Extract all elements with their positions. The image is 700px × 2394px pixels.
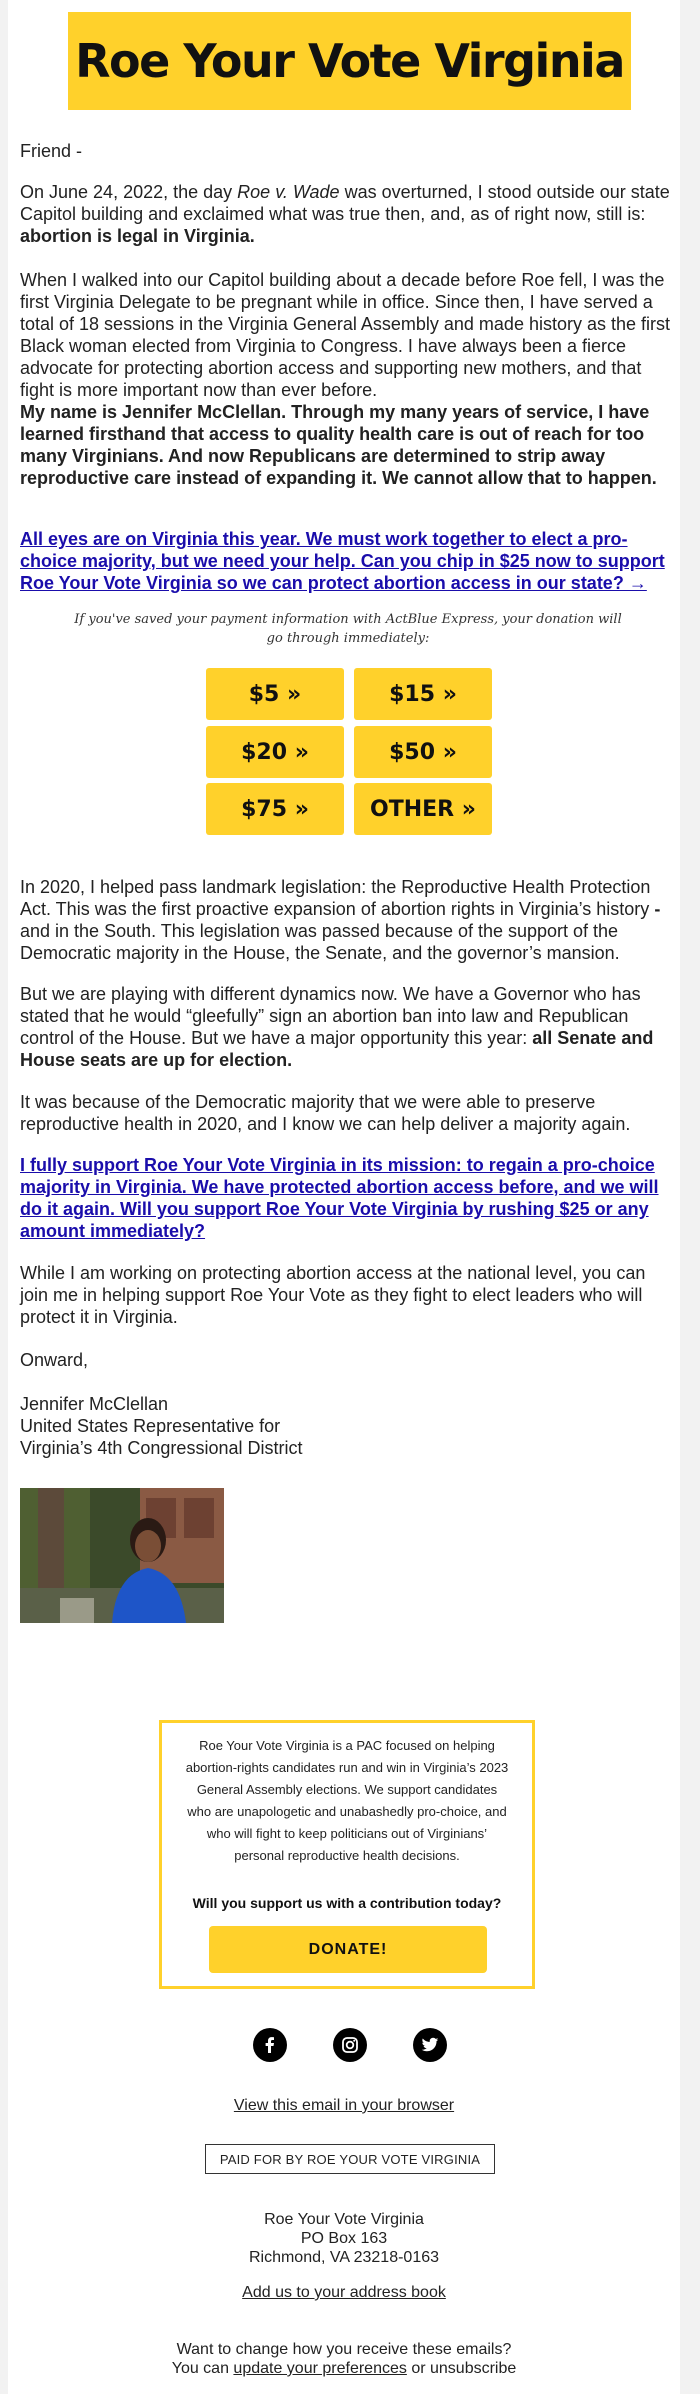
donate-button[interactable]: DONATE!	[209, 1926, 487, 1973]
paragraph-introduction: My name is Jennifer McClellan. Through my many years of service, I have learned firsthand that access to quality health care is out of reach for too many Virginians. And now Republicans are determined to strip away reproductive care instead of expanding it. We cannot allow that to happen.	[20, 402, 657, 488]
paragraph-dynamics	[20, 983, 676, 1071]
p4-dash: -	[654, 899, 661, 919]
paragraph-majority: It was because of the Democratic majority that we were able to preserve reproductive health in 2020, and I know we can help deliver a majority again.	[20, 1092, 631, 1134]
instagram-glyph	[341, 2036, 359, 2054]
address-city: Richmond, VA 23218-0163	[248, 2249, 440, 2266]
twitter-icon[interactable]	[413, 2028, 447, 2062]
twitter-glyph	[421, 2036, 439, 2054]
chip-in-link[interactable]: All eyes are on Virginia this year. We must work together to elect a pro-choice majority, but we need your help. Can you chip in $25 now to support Roe Your Vote Virginia so we can protect abortion access in our state? →	[20, 529, 665, 593]
email-body	[8, 0, 680, 2394]
signature-name: Jennifer McClellan	[20, 1394, 169, 1414]
signoff: Onward,	[20, 1350, 89, 1370]
paragraph-legislation	[20, 876, 676, 964]
paragraph-national: While I am working on protecting abortion access at the national level, you can join me in helping support Roe Your Vote as they fight to elect leaders who will protect it in Virginia.	[20, 1263, 646, 1327]
header-title: Roe Your Vote Virginia	[75, 34, 624, 88]
address-po: PO Box 163	[300, 2230, 388, 2247]
update-preferences-link[interactable]: update your preferences	[233, 2360, 407, 2377]
paragraph-link-support	[20, 1154, 676, 1242]
support-link[interactable]: I fully support Roe Your Vote Virginia in its mission: to regain a pro-choice majority in Virginia. We have protected abortion access before, and we will do it again. Will you support Roe Your Vote Virginia by rushing $25 or any amount immediately?	[20, 1155, 659, 1241]
p4-text-b: and in the South. This legislation was passed because of the support of the Democratic majority in the House, the Senate, and the governor’s mansion.	[20, 921, 620, 963]
change-preferences-question: Want to change how you receive these emails?	[176, 2341, 512, 2358]
pac-description: Roe Your Vote Virginia is a PAC focused on helping abortion-rights candidates run and win in Virginia’s 2023 General Assembly elections. We support candidates who are unapologetic and unabashedly pro-choice, and who will fight to keep politicians out of Virginians’ personal reproductive health decisions.	[185, 1738, 509, 1863]
paragraph-capitol: When I walked into our Capitol building about a decade before Roe fell, I was the first Virginia Delegate to be pregnant while in office. Since then, I have served a total of 18 sessions in the Virginia General Assembly and made history as the first Black woman elected from Virginia to Congress. I have always been a fierce advocate for protecting abortion access and supporting new mothers, and that fight is more important now than ever before.	[20, 270, 671, 400]
paragraph-roe-overturned	[20, 181, 676, 247]
donate-15-button[interactable]: $15 »	[354, 668, 492, 720]
donate-5-button[interactable]: $5 »	[206, 668, 344, 720]
view-in-browser-line	[8, 2096, 680, 2115]
p4-text-a: In 2020, I helped pass landmark legislation: the Reproductive Health Protection Act. This was the first proactive expansion of abortion rights in Virginia’s history	[20, 877, 655, 919]
p1-text-b: was overturned, I stood outside our state Capitol building and exclaimed what was true then, and, as of right now, still is:	[20, 182, 670, 224]
instagram-icon[interactable]	[333, 2028, 367, 2062]
greeting: Friend -	[20, 141, 83, 161]
header-banner	[68, 12, 631, 110]
paragraph-link-chip-in	[20, 528, 676, 594]
facebook-glyph	[261, 2036, 279, 2054]
donate-50-button[interactable]: $50 »	[354, 726, 492, 778]
donate-20-button[interactable]: $20 »	[206, 726, 344, 778]
donate-other-button[interactable]: OTHER »	[354, 783, 492, 835]
address-book-link[interactable]: Add us to your address book	[242, 2284, 446, 2301]
signature-title-2: Virginia’s 4th Congressional District	[20, 1438, 303, 1458]
author-photo-illustration	[20, 1488, 224, 1623]
address-book-line	[8, 2283, 680, 2302]
signature-title-1: United States Representative for	[20, 1416, 281, 1436]
author-photo	[20, 1488, 224, 1623]
paid-for-disclaimer: PAID FOR BY ROE YOUR VOTE VIRGINIA	[205, 2144, 495, 2174]
donate-75-button[interactable]: $75 »	[206, 783, 344, 835]
you-can-text: You can	[171, 2360, 234, 2377]
footer-pac-box	[159, 1720, 535, 1989]
p5-bold: all Senate and House seats are up for election.	[20, 1028, 654, 1070]
address-name: Roe Your Vote Virginia	[264, 2211, 424, 2228]
p1-text-a: On June 24, 2022, the day	[20, 182, 238, 202]
view-in-browser-link[interactable]: View this email in your browser	[233, 2097, 455, 2114]
unsubscribe-text[interactable]: or unsubscribe	[406, 2360, 517, 2377]
p5-text-a: But we are playing with different dynamics now. We have a Governor who has stated that he would “gleefully” sign an abortion ban into law and Republican control of the House. But we have a major opportunity this year:	[20, 984, 641, 1048]
p1-italic: Roe v. Wade	[237, 182, 340, 202]
preferences-line	[8, 2359, 680, 2378]
p1-bold: abortion is legal in Virginia.	[20, 226, 255, 246]
contribution-ask: Will you support us with a contribution today?	[192, 1895, 502, 1911]
actblue-note: If you've saved your payment information with ActBlue Express, your donation will go through immediately:	[74, 612, 622, 646]
facebook-icon[interactable]	[253, 2028, 287, 2062]
